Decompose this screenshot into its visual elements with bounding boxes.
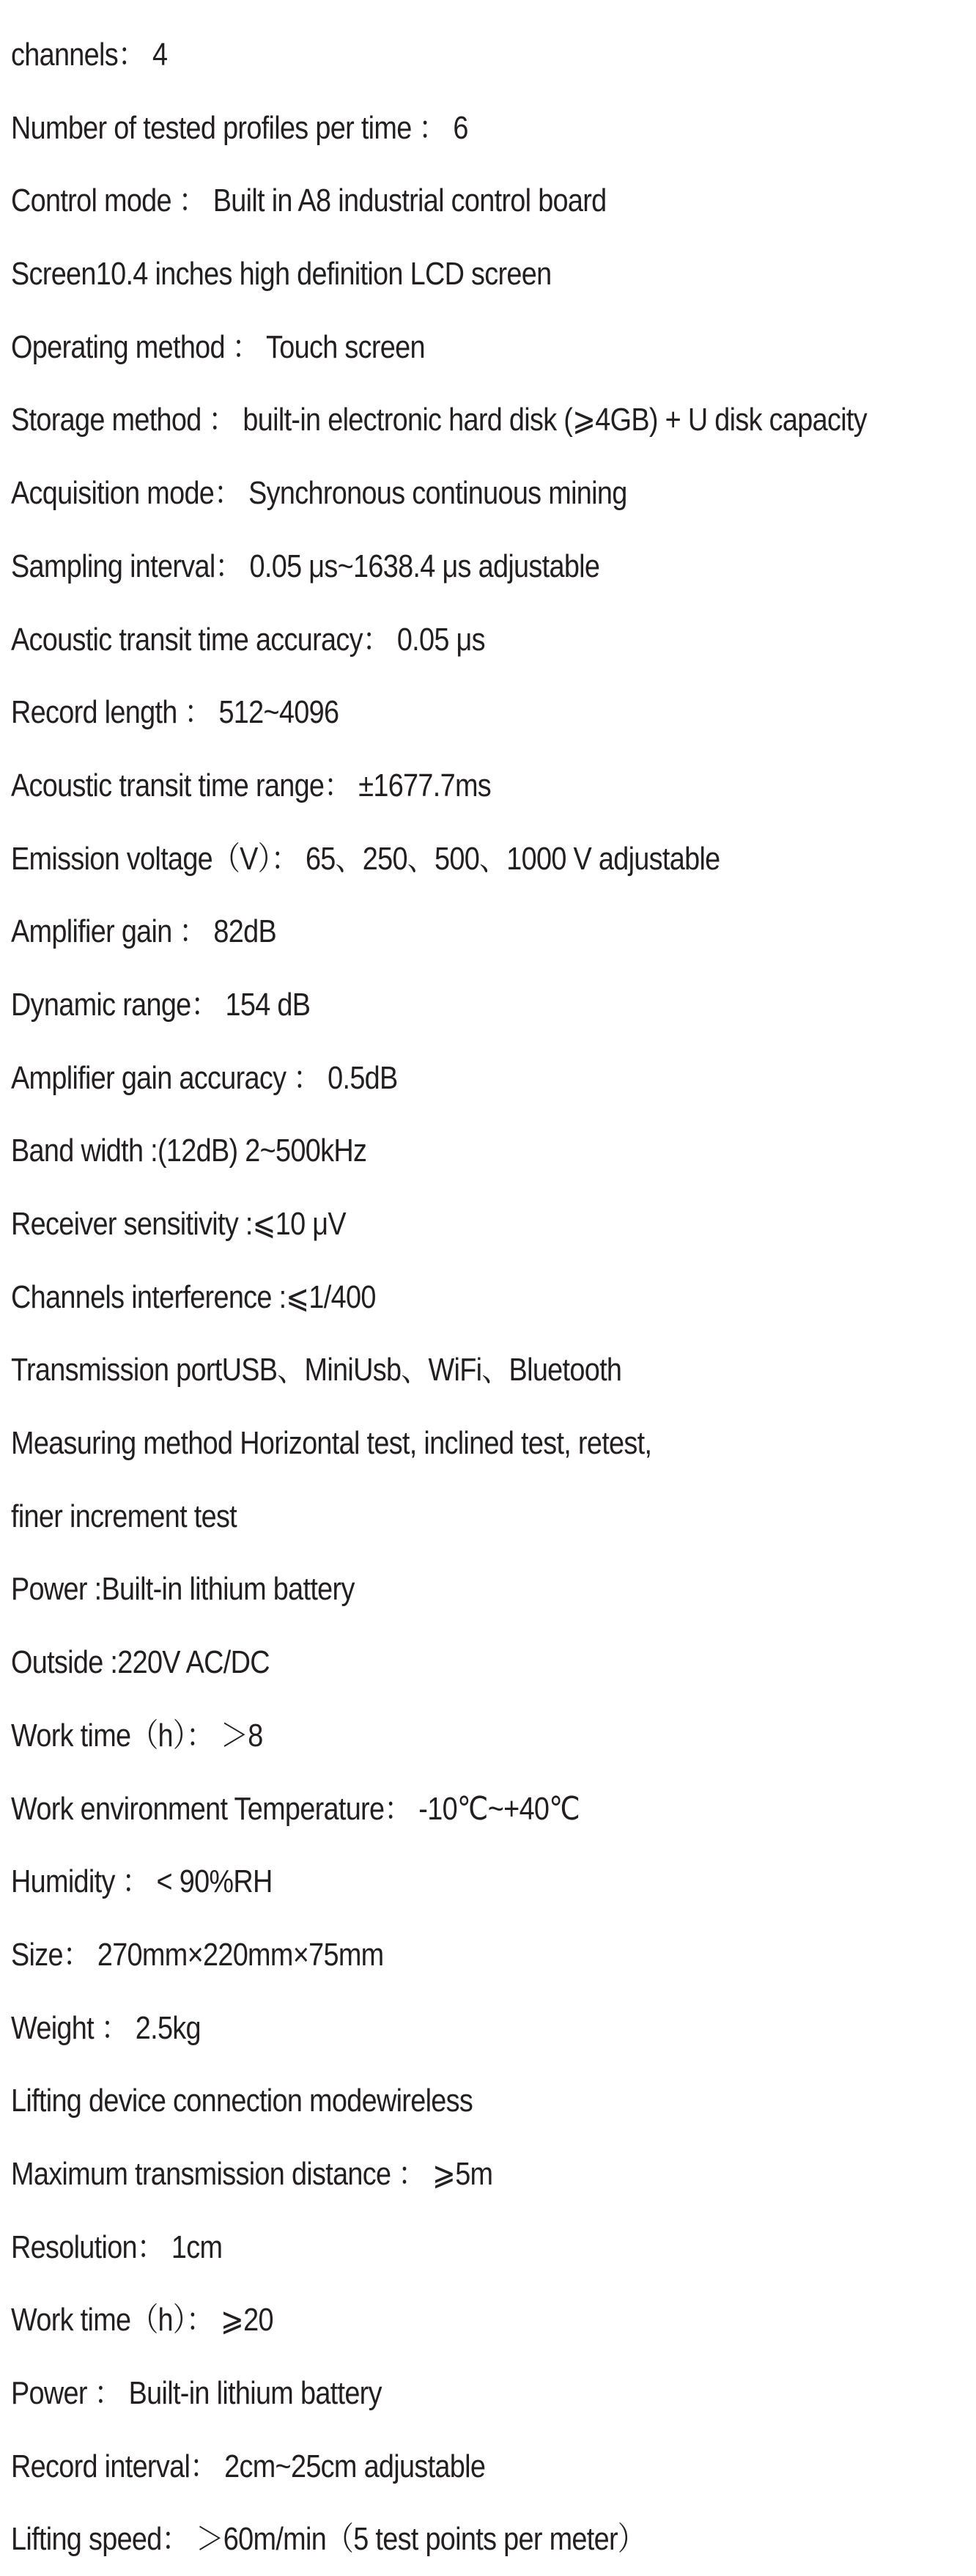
spec-line-humidity: Humidity ： < 90%RH	[11, 1863, 273, 1900]
spec-line-size: Size： 270mm×220mm×75mm	[11, 1936, 384, 1973]
spec-line-amplifier-gain: Amplifier gain ： 82dB	[11, 913, 277, 950]
spec-line-operating-method: Operating method ： Touch screen	[11, 328, 425, 365]
spec-line-record-interval: Record interval： 2cm~25cm adjustable	[11, 2448, 486, 2484]
spec-line-acquisition-mode: Acquisition mode： Synchronous continuous mining	[11, 475, 627, 512]
spec-line-work-time: Work time（h）： ＞8	[11, 1717, 263, 1753]
specification-list	[11, 18, 967, 2576]
spec-line-lifting-speed: Lifting speed： ＞60m/min（5 test points per meter）	[11, 2521, 646, 2558]
spec-line-work-environment: Work environment Temperature： -10℃~+40℃	[11, 1790, 580, 1827]
spec-line-transmission-port: Transmission portUSB、MiniUsb、WiFi、Bluetooth	[11, 1352, 622, 1388]
spec-line-control-mode: Control mode ： Built in A8 industrial control board	[11, 183, 607, 219]
spec-line-transit-time-accuracy: Acoustic transit time accuracy： 0.05 μs	[11, 621, 485, 658]
spec-line-band-width: Band width :(12dB) 2~500kHz	[11, 1133, 367, 1169]
spec-line-storage-method: Storage method ： built-in electronic hard disk (⩾4GB) + U disk capacity	[11, 402, 867, 438]
spec-line-screen: Screen10.4 inches high definition LCD screen	[11, 256, 552, 292]
spec-line-max-transmission-distance: Maximum transmission distance ： ⩾5m	[11, 2155, 493, 2192]
spec-line-sampling-interval: Sampling interval： 0.05 μs~1638.4 μs adjustable	[11, 548, 600, 584]
spec-line-measuring-method-cont: finer increment test	[11, 1498, 237, 1534]
spec-line-record-length: Record length ： 512~4096	[11, 694, 339, 731]
spec-line-channels: channels： 4	[11, 37, 168, 73]
spec-line-outside-power: Outside :220V AC/DC	[11, 1644, 270, 1681]
spec-line-profiles-per-time: Number of tested profiles per time ： 6	[11, 109, 468, 146]
spec-line-lifting-connection-mode: Lifting device connection modewireless	[11, 2083, 473, 2119]
spec-line-lifting-work-time: Work time（h）： ⩾20	[11, 2302, 273, 2338]
spec-line-dynamic-range: Dynamic range： 154 dB	[11, 986, 311, 1023]
spec-line-weight: Weight ： 2.5kg	[11, 2009, 201, 2046]
spec-line-measuring-method: Measuring method Horizontal test, inclined test, retest,	[11, 1425, 652, 1462]
spec-line-receiver-sensitivity: Receiver sensitivity :⩽10 μV	[11, 1206, 346, 1242]
spec-line-emission-voltage: Emission voltage（V）： 65、250、500、1000 V adjustable	[11, 840, 720, 877]
spec-line-lifting-power: Power ： Built-in lithium battery	[11, 2375, 382, 2411]
spec-line-resolution: Resolution： 1cm	[11, 2229, 223, 2265]
spec-line-power: Power :Built-in lithium battery	[11, 1571, 355, 1608]
spec-line-channels-interference: Channels interference :⩽1/400	[11, 1278, 376, 1315]
spec-line-gain-accuracy: Amplifier gain accuracy ： 0.5dB	[11, 1059, 398, 1096]
spec-line-transit-time-range: Acoustic transit time range： ±1677.7ms	[11, 767, 492, 803]
